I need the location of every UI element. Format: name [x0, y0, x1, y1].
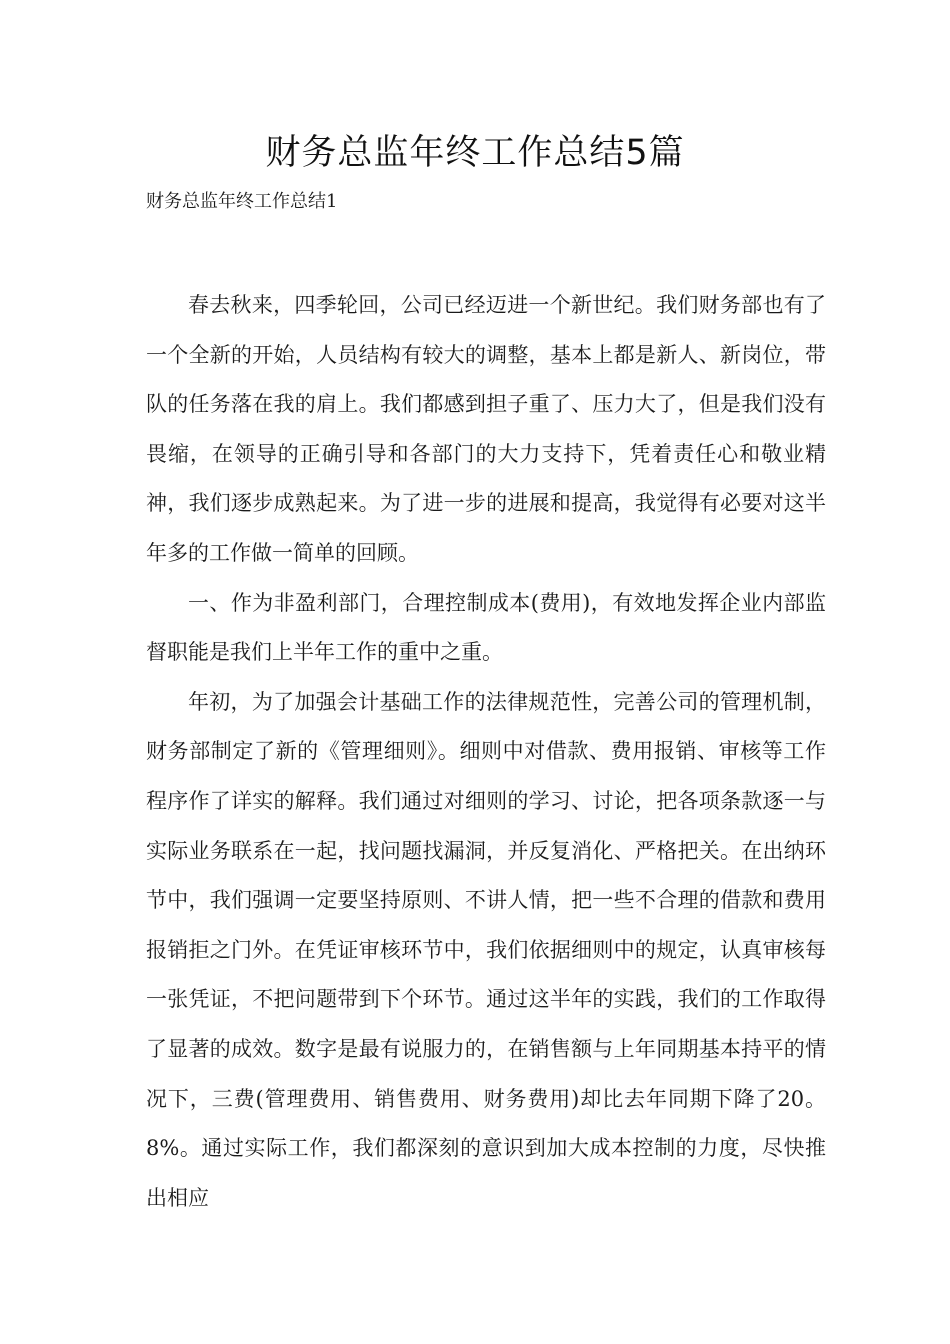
- document-subtitle: 财务总监年终工作总结1: [146, 191, 338, 212]
- document-body: [146, 281, 826, 1223]
- paragraph-intro: 春去秋来，四季轮回，公司已经迈进一个新世纪。我们财务部也有了一个全新的开始，人员结构有较大的调整，基本上都是新人、新岗位，带队的任务落在我的肩上。我们都感到担子重了、压力大了，但是我们没有畏缩，在领导的正确引导和各部门的大力支持下，凭着责任心和敬业精神，我们逐步成熟起来。为了进一步的进展和提高，我觉得有必要对这半年多的工作做一简单的回顾。: [146, 293, 826, 565]
- paragraph-management-rules: 年初，为了加强会计基础工作的法律规范性，完善公司的管理机制，财务部制定了新的《管理细则》。细则中对借款、费用报销、审核等工作程序作了详实的解释。我们通过对细则的学习、讨论，把各项条款逐一与实际业务联系在一起，找问题找漏洞，并反复消化、严格把关。在出纳环节中，我们强调一定要坚持原则、不讲人情，把一些不合理的借款和费用报销拒之门外。在凭证审核环节中，我们依据细则中的规定，认真审核每一张凭证，不把问题带到下个环节。通过这半年的实践，我们的工作取得了显著的成效。数字是最有说服力的，在销售额与上年同期基本持平的情况下，三费(管理费用、销售费用、财务费用)却比去年同期下降了20。8%。通过实际工作，我们都深刻的意识到加大成本控制的力度，尽快推出相应: [146, 689, 826, 1210]
- paragraph-section-one: 一、作为非盈利部门，合理控制成本(费用)，有效地发挥企业内部监督职能是我们上半年工作的重中之重。: [146, 590, 826, 665]
- document-title: 财务总监年终工作总结5篇: [265, 133, 685, 173]
